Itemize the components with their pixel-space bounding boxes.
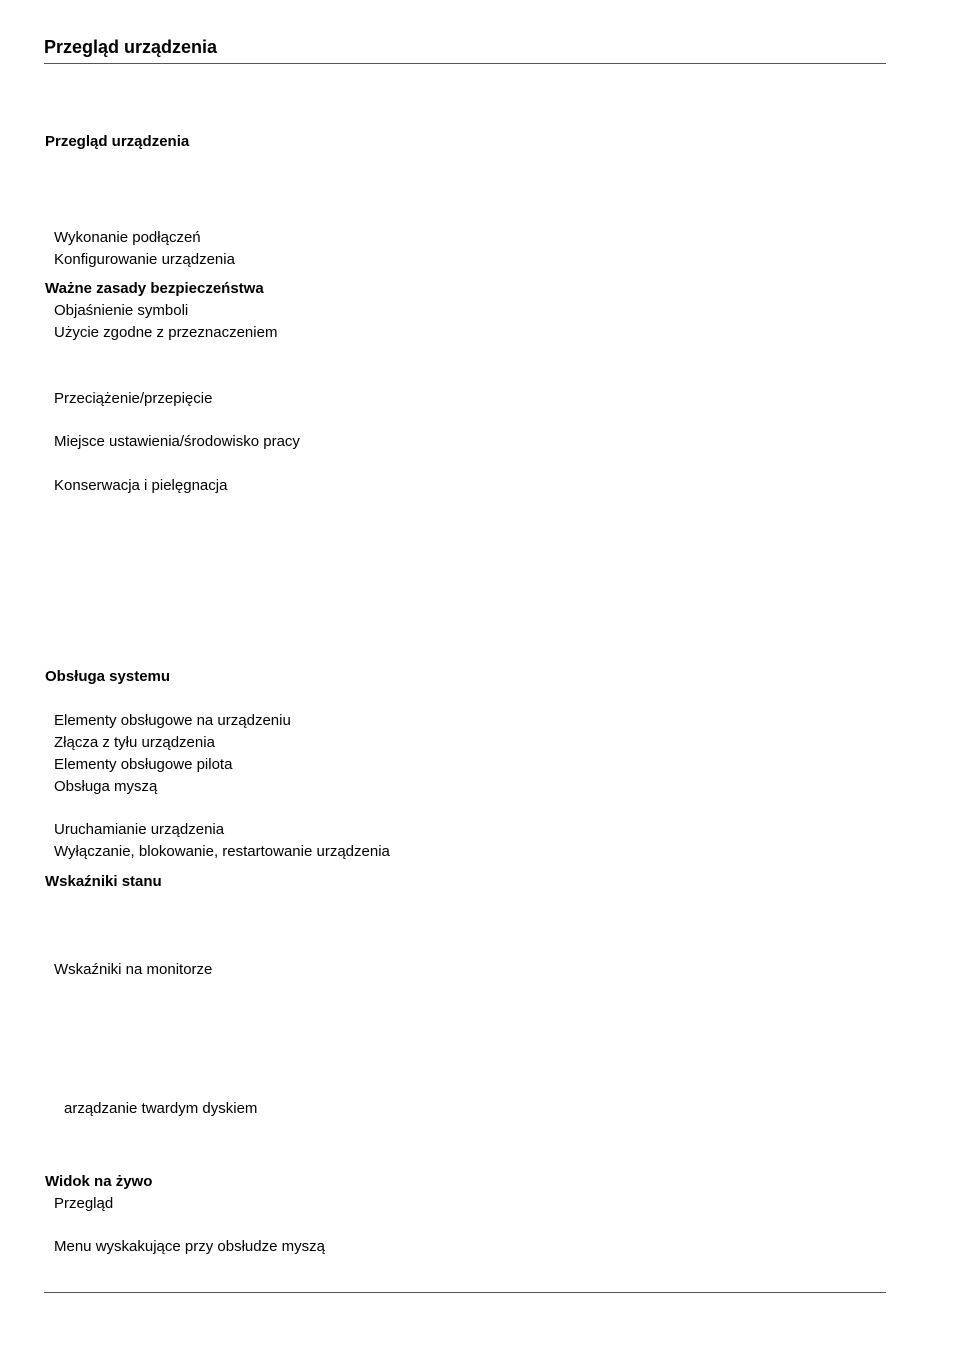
toc-heading-live-view[interactable]: Widok na żywo <box>45 1173 153 1190</box>
toc-item-installation-site[interactable]: Miejsce ustawienia/środowisko pracy <box>54 433 300 450</box>
toc-item-rear-connectors[interactable]: Złącza z tyłu urządzenia <box>54 734 215 751</box>
toc-item-overload-overvoltage[interactable]: Przeciążenie/przepięcie <box>54 390 213 407</box>
toc-item-shutdown-lock-restart[interactable]: Wyłączanie, blokowanie, restartowanie urządzenia <box>54 843 390 860</box>
toc-item-intended-use[interactable]: Użycie zgodne z przeznaczeniem <box>54 324 278 341</box>
toc-heading-safety-rules[interactable]: Ważne zasady bezpieczeństwa <box>45 280 264 297</box>
toc-item-device-configuration[interactable]: Konfigurowanie urządzenia <box>54 251 235 268</box>
toc-item-hard-disk-management[interactable]: arządzanie twardym dyskiem <box>64 1100 258 1117</box>
footer-divider <box>44 1292 886 1293</box>
toc-item-connections[interactable]: Wykonanie podłączeń <box>54 229 201 246</box>
toc-heading-system-operation[interactable]: Obsługa systemu <box>45 668 171 685</box>
toc-item-overview[interactable]: Przegląd <box>54 1195 114 1212</box>
toc-item-mouse-popup-menu[interactable]: Menu wyskakujące przy obsłudze myszą <box>54 1238 325 1255</box>
toc-item-device-controls[interactable]: Elementy obsługowe na urządzeniu <box>54 712 291 729</box>
toc-item-maintenance-care[interactable]: Konserwacja i pielęgnacja <box>54 477 228 494</box>
toc-heading-device-overview[interactable]: Przegląd urządzenia <box>45 133 190 150</box>
toc-item-symbols-explanation[interactable]: Objaśnienie symboli <box>54 302 189 319</box>
page-title: Przegląd urządzenia <box>44 37 218 57</box>
toc-item-device-startup[interactable]: Uruchamianie urządzenia <box>54 821 225 838</box>
toc-item-mouse-operation[interactable]: Obsługa myszą <box>54 778 158 795</box>
toc-heading-status-indicators[interactable]: Wskaźniki stanu <box>45 873 162 890</box>
toc-item-remote-controls[interactable]: Elementy obsługowe pilota <box>54 756 233 773</box>
toc-item-monitor-indicators[interactable]: Wskaźniki na monitorze <box>54 961 213 978</box>
